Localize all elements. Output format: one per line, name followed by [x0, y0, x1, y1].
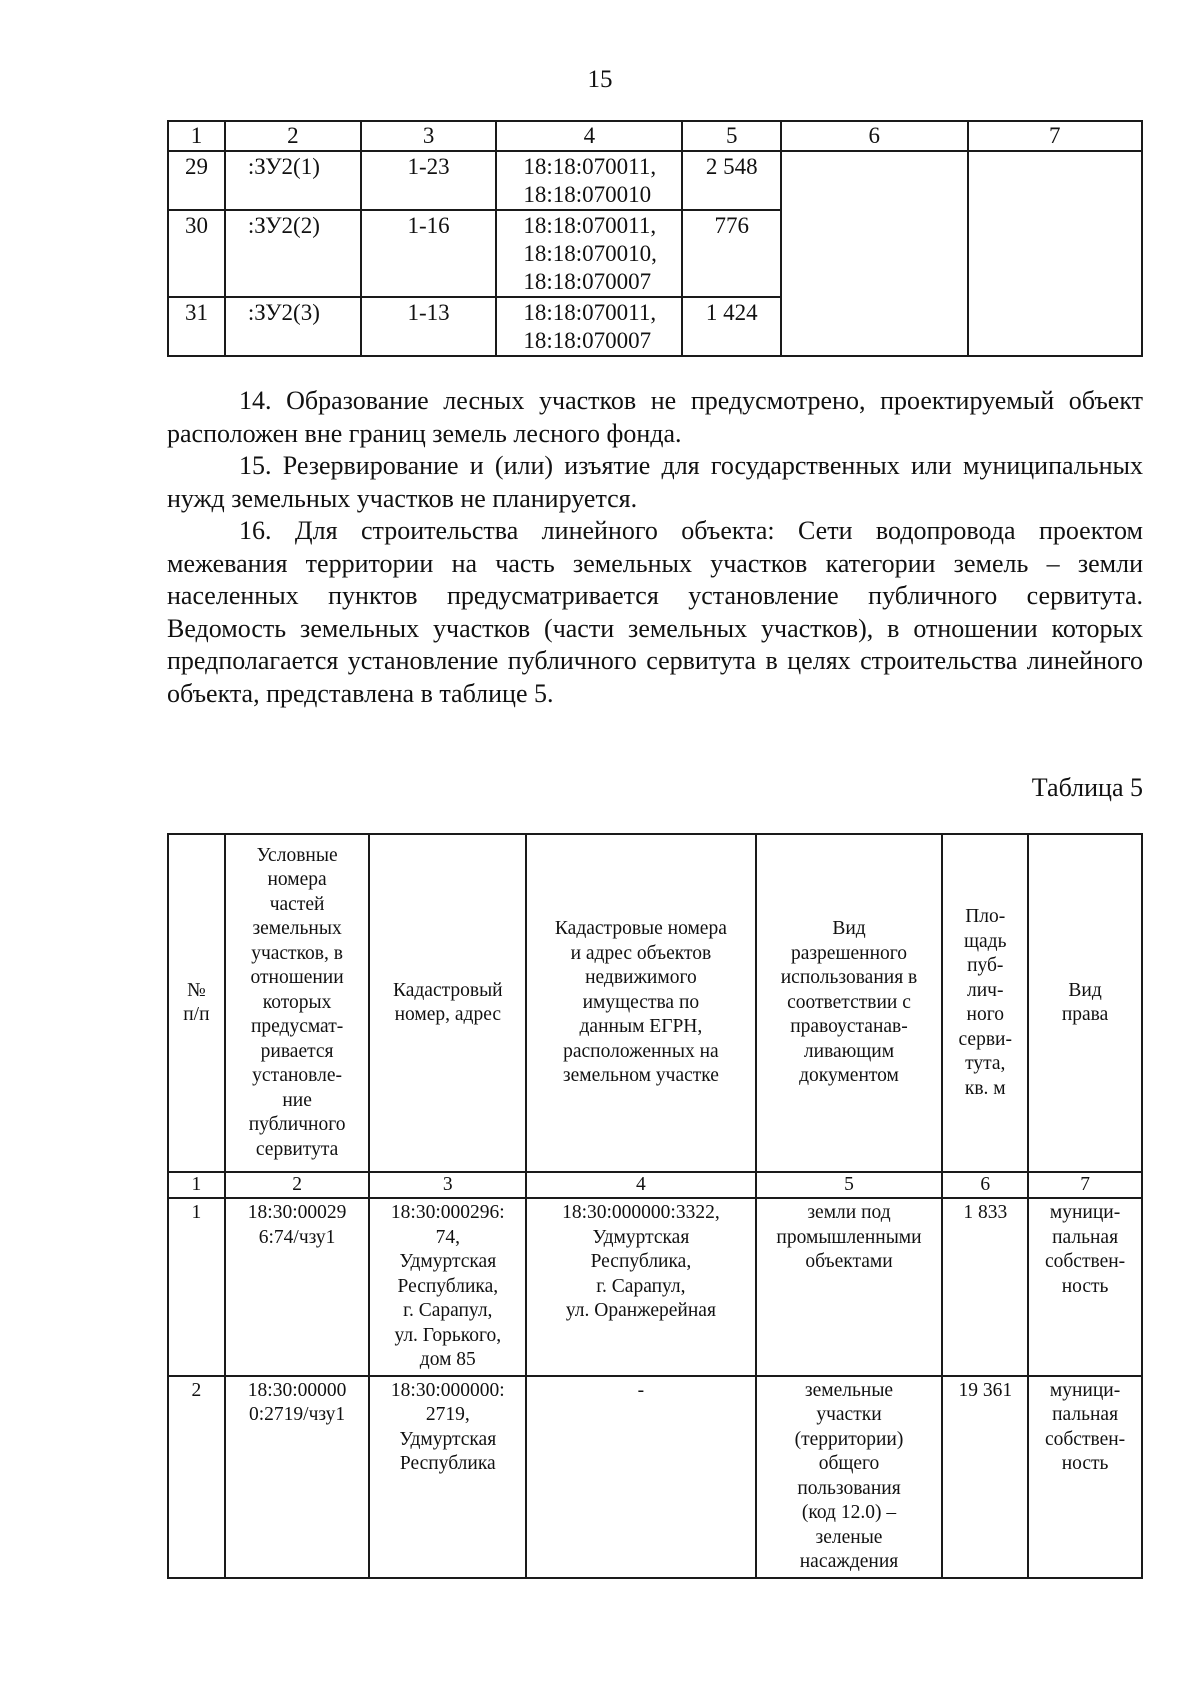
area-value: 1 424: [682, 297, 781, 356]
column-number: 2: [225, 1172, 370, 1198]
row-number: 31: [168, 297, 225, 356]
plot-label: :ЗУ2(1): [225, 151, 361, 210]
column-number: 3: [361, 121, 497, 151]
cadastral-numbers: [496, 210, 682, 297]
row-number: 1: [168, 1198, 225, 1376]
column-number: 5: [682, 121, 781, 151]
area-value: 776: [682, 210, 781, 297]
cadastral-address: 18:30:000296: 74, Удмуртская Республика, г. Сарапул, ул. Горького, дом 85: [369, 1198, 526, 1376]
paragraph-14: 14. Образование лесных участков не предусмотрено, проектируемый объект расположен вне границ земель лесного фонда.: [167, 386, 1143, 448]
body-text: [167, 385, 1143, 710]
header-cell: Кадастровые номера и адрес объектов недвижимого имущества по данным ЕГРН, расположенных на земельном участке: [526, 834, 755, 1172]
column-number: 2: [225, 121, 361, 151]
servitude-area: 1 833: [942, 1198, 1028, 1376]
table-header-row: [168, 121, 1142, 151]
row-number: 29: [168, 151, 225, 210]
column-number: 4: [526, 1172, 755, 1198]
column-numbers-row: [168, 1172, 1142, 1198]
part-number: 18:30:00000 0:2719/чзу1: [225, 1376, 370, 1578]
cadastral-text: 18:18:070011, 18:18:070007: [523, 300, 657, 353]
cadastral-numbers: [496, 151, 682, 210]
header-cell: № п/п: [168, 834, 225, 1172]
right-type: муници- пальная собствен- ность: [1028, 1376, 1142, 1578]
table-row: [168, 151, 1142, 210]
empty-cell: [968, 151, 1143, 356]
column-number: 7: [1028, 1172, 1142, 1198]
column-number: 1: [168, 121, 225, 151]
row-number: 30: [168, 210, 225, 297]
page-number: 15: [587, 66, 613, 93]
servitude-table: [167, 833, 1143, 1579]
plot-label: :ЗУ2(3): [225, 297, 361, 356]
real-estate-objects: 18:30:000000:3322, Удмуртская Республика, г. Сарапул, ул. Оранжерейная: [526, 1198, 755, 1376]
header-cell: Условные номера частей земельных участков, в отношении которых предусмат- ривается установле- ние публичного сервитута: [225, 834, 370, 1172]
paragraph-16: 16. Для строительства линейного объекта: Сети водопровода проектом межевания территории на часть земельных участков категории земель – земли населенных пунктов предусматривается установление публичного сервитута. Ведомость земельных участков (части земельных участков), в отношении которых предполагается установление публичного сервитута в целях строительства линейного объекта, представлена в таблице 5.: [167, 516, 1143, 708]
header-cell: Кадастровый номер, адрес: [369, 834, 526, 1172]
plot-label: :ЗУ2(2): [225, 210, 361, 297]
table-row: [168, 1376, 1142, 1578]
servitude-area: 19 361: [942, 1376, 1028, 1578]
empty-cell: [781, 151, 967, 356]
points-range: 1-16: [361, 210, 497, 297]
permitted-use: земельные участки (территории) общего пользования (код 12.0) – зеленые насаждения: [756, 1376, 943, 1578]
real-estate-objects: -: [526, 1376, 755, 1578]
area-value: 2 548: [682, 151, 781, 210]
part-number: 18:30:00029 6:74/чзу1: [225, 1198, 370, 1376]
table-continuation: [167, 120, 1143, 357]
header-cell: Вид разрешенного использования в соответствии с правоустанав- ливающим документом: [756, 834, 943, 1172]
cadastral-text: 18:18:070011, 18:18:070010, 18:18:070007: [523, 213, 657, 294]
header-cell: Пло- щадь пуб- лич- ного серви- тута, кв. м: [942, 834, 1028, 1172]
table-caption: Таблица 5: [1031, 773, 1143, 802]
points-range: 1-23: [361, 151, 497, 210]
column-number: 6: [781, 121, 967, 151]
cadastral-numbers: [496, 297, 682, 356]
column-number: 7: [968, 121, 1143, 151]
header-cell: Вид права: [1028, 834, 1142, 1172]
paragraph-15: 15. Резервирование и (или) изъятие для государственных или муниципальных нужд земельных участков не планируется.: [167, 451, 1143, 513]
table-row: [168, 1198, 1142, 1376]
right-type: муници- пальная собствен- ность: [1028, 1198, 1142, 1376]
column-number: 3: [369, 1172, 526, 1198]
permitted-use: земли под промышленными объектами: [756, 1198, 943, 1376]
column-number: 4: [496, 121, 682, 151]
cadastral-address: 18:30:000000: 2719, Удмуртская Республика: [369, 1376, 526, 1578]
table-header-row: [168, 834, 1142, 1172]
row-number: 2: [168, 1376, 225, 1578]
points-range: 1-13: [361, 297, 497, 356]
column-number: 5: [756, 1172, 943, 1198]
cadastral-text: 18:18:070011, 18:18:070010: [523, 154, 657, 207]
column-number: 6: [942, 1172, 1028, 1198]
column-number: 1: [168, 1172, 225, 1198]
